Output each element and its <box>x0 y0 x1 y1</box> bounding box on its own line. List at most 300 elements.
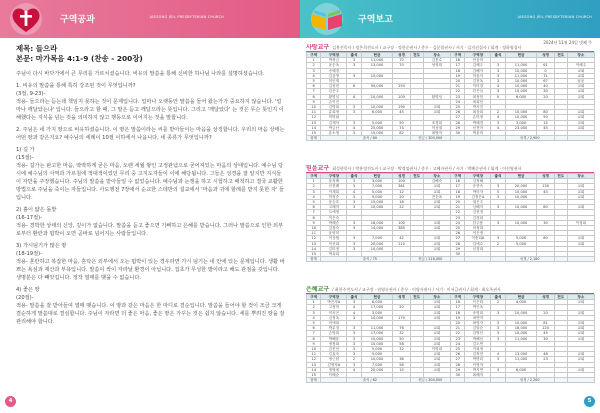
table-cell: 안윤미 <box>465 58 491 63</box>
table-cell: 3 <box>491 236 505 241</box>
right-header <box>300 0 600 38</box>
table-cell: 교회 <box>423 246 450 251</box>
table-cell: 교회 <box>567 336 594 341</box>
column-header: 헌금 <box>361 295 393 300</box>
table-cell: 29 <box>451 246 465 251</box>
table-cell: 교회 <box>567 300 594 305</box>
total-cell <box>465 378 491 383</box>
table-cell: 17,000 <box>361 331 393 336</box>
table-cell: 100 <box>393 220 410 225</box>
table-cell: 17 <box>451 63 465 68</box>
table-cell: 윤영미 <box>321 231 347 236</box>
table-cell: 2 <box>491 300 505 305</box>
table-cell: 13,000 <box>361 63 393 68</box>
table-cell: 이서곤 <box>321 310 347 315</box>
table-cell: 교회 <box>567 205 594 210</box>
column-header: 구역장 <box>321 174 347 179</box>
table-cell: 교회 <box>423 226 450 231</box>
table-cell: 권은주 <box>465 200 491 205</box>
table-cell: 25 <box>451 347 465 352</box>
table-cell: 20 <box>451 79 465 84</box>
table-cell: 박옥희 <box>321 252 347 257</box>
table-cell: 5 <box>307 200 321 205</box>
table-total-row <box>307 257 595 262</box>
table-cell: 심해자 <box>465 205 491 210</box>
table-cell: 이영자 <box>465 362 491 367</box>
table-cell: 3 <box>347 73 361 78</box>
table-cell: 20,000 <box>505 184 537 189</box>
table-cell: 15 <box>393 367 410 372</box>
district-table <box>306 173 595 262</box>
table-cell: 11 <box>307 231 321 236</box>
table-cell: 김도연 <box>465 341 491 346</box>
district-header <box>306 44 594 52</box>
table-cell: 8 <box>307 336 321 341</box>
table-cell: 16,000 <box>361 220 393 225</box>
column-header: 전도 <box>410 295 423 300</box>
table-cell: 교회 <box>423 352 450 357</box>
table-cell: 26 <box>451 231 465 236</box>
table-cell: 24 <box>451 341 465 346</box>
table-cell: 130 <box>537 184 554 189</box>
table-cell: 10,000 <box>505 310 537 315</box>
table-cell: 18 <box>451 189 465 194</box>
table-cell: 윤승호 <box>321 200 347 205</box>
table-cell: 10,000 <box>361 341 393 346</box>
table-cell: 3 <box>491 331 505 336</box>
table-cell: 27 <box>451 236 465 241</box>
table-cell: 2 <box>491 241 505 246</box>
table-cell: 교회 <box>567 352 594 357</box>
table-cell: 58 <box>393 362 410 367</box>
table-cell: 4 <box>347 94 361 99</box>
open-book-icon <box>306 2 348 36</box>
table-cell: 2 <box>307 184 321 189</box>
table-cell: 교회 <box>423 331 450 336</box>
table-cell: 50 <box>393 336 410 341</box>
table-cell: 3 <box>307 189 321 194</box>
table-cell: 3 <box>347 352 361 357</box>
table-cell: 100 <box>393 179 410 184</box>
table-cell: 2 <box>347 357 361 362</box>
table-cell: 10,000 <box>361 73 393 78</box>
table-cell: 15 <box>307 252 321 257</box>
table-cell: 3 <box>491 310 505 315</box>
table-cell: 22 <box>451 210 465 215</box>
table-cell: 4,000 <box>505 300 537 305</box>
table-cell: 박무경 <box>321 326 347 331</box>
table-cell: 48 <box>537 352 554 357</box>
table-cell: 10 <box>307 347 321 352</box>
lesson-paragraph: 3) 가시덤기가 많은 땅 <box>16 243 67 249</box>
column-header: 헌금 <box>361 174 393 179</box>
table-cell: 3 <box>347 194 361 199</box>
table-cell: 10,000 <box>505 115 537 120</box>
total-cell <box>465 136 491 141</box>
table-cell: 김정혜 <box>465 179 491 184</box>
table-cell: 6,000 <box>361 300 393 305</box>
table-cell: 김혜주 <box>465 63 491 68</box>
table-cell: 이선희 <box>321 241 347 246</box>
table-cell: 16 <box>451 58 465 63</box>
district-report <box>306 44 594 141</box>
table-cell: 7 <box>307 331 321 336</box>
table-cell: 28 <box>451 120 465 125</box>
table-cell: 교회 <box>567 89 594 94</box>
table-cell: 3 <box>347 220 361 225</box>
table-cell: 교회 <box>423 341 450 346</box>
table-cell: 이혜주 <box>567 63 594 68</box>
table-cell: 교회 <box>567 236 594 241</box>
table-total-row <box>307 136 595 141</box>
table-cell: 3 <box>347 336 361 341</box>
table-cell: 3 <box>347 205 361 210</box>
table-cell: 교회 <box>423 310 450 315</box>
table-cell: 10,000 <box>505 84 537 89</box>
table-cell: 박금난 <box>321 125 347 130</box>
table-cell: 11,000 <box>361 326 393 331</box>
total-cell <box>491 257 505 262</box>
table-cell: 최혜자 <box>465 373 491 378</box>
total-cell <box>491 378 505 383</box>
column-header: 장소 <box>423 174 450 179</box>
table-cell: 교회 <box>567 73 594 78</box>
table-cell: 6 <box>307 326 321 331</box>
table-cell: 10,000 <box>361 246 393 251</box>
table-cell: 42 <box>393 236 410 241</box>
table-cell: 5,000 <box>505 241 537 246</box>
table-cell: 25 <box>451 226 465 231</box>
district-header <box>306 286 594 294</box>
table-cell: 50,000 <box>361 84 393 89</box>
table-cell: 3 <box>491 68 505 73</box>
lesson-paragraph: 주님이 다시 바닷가에서 큰 무리를 가르치셨습니다. 비유의 말씀을 통해 신비한 하나님 나라를 설명하셨습니다. <box>16 71 265 77</box>
table-cell: 박은자A <box>321 300 347 305</box>
table-cell: 10,000 <box>361 315 393 320</box>
table-cell: 11,000 <box>505 63 537 68</box>
table-cell: 김성현 <box>321 84 347 89</box>
table-cell: 45 <box>537 331 554 336</box>
table-cell: 김재석 <box>321 120 347 125</box>
table-cell: 13 <box>307 362 321 367</box>
table-cell: 10,000 <box>505 321 537 326</box>
table-cell: 최영자 <box>465 321 491 326</box>
table-cell: 황명임 <box>321 94 347 99</box>
lesson-paragraph: (16-17절)- <box>16 215 43 221</box>
column-header: 장소 <box>423 295 450 300</box>
table-cell: 30 <box>451 252 465 257</box>
column-header: 구역 <box>307 53 321 58</box>
table-cell: 이상엽 <box>321 236 347 241</box>
table-cell: 이희정 <box>465 347 491 352</box>
table-cell: 67 <box>537 79 554 84</box>
table-cell: 23,000 <box>505 125 537 130</box>
table-cell: 허정순 <box>321 194 347 199</box>
table-cell: 1 <box>307 179 321 184</box>
table-cell: 교회 <box>567 357 594 362</box>
table-cell: 이상권 <box>423 125 450 130</box>
table-cell: 6,000 <box>505 94 537 99</box>
table-cell: 18 <box>451 68 465 73</box>
table-cell: 박해윤 <box>321 336 347 341</box>
table-cell: 송현숙 <box>465 184 491 189</box>
table-cell: 허명림 <box>321 115 347 120</box>
table-cell: 이은숙 <box>321 215 347 220</box>
total-cell: 성경 / 2,200 <box>505 378 554 383</box>
table-cell: 김미정 <box>321 246 347 251</box>
table-cell: 14 <box>307 246 321 251</box>
table-cell: 박미자 <box>465 189 491 194</box>
table-cell: 3 <box>347 179 361 184</box>
lesson-paragraph: 적용- 들으라는 듣는데 책임지 못하는 것이 문제입니다. 얼마나 오랫동안 말씀을 들어 왔는가가 중요하지 않습니다. '얼마나 깨달았는냐' 입니다. 들으라고 할 때, 그 말은 듣고 깨달으라는 뜻입니다. 그리고 '깨달았다' 는 것은 무슨 뜻인지 이해했다는 지식을 넘는 것을 의미하지 않고 행동으로 이어지는 것을 말합니다. <box>16 99 284 121</box>
table-cell: 교회 <box>423 236 450 241</box>
table-cell: 5,000 <box>361 352 393 357</box>
table-cell: 61 <box>537 63 554 68</box>
table-cell: 11,000 <box>361 58 393 63</box>
table-cell: 김효숙 <box>321 352 347 357</box>
right-page <box>300 0 600 413</box>
table-cell: 40 <box>537 84 554 89</box>
table-cell: 정정회 <box>321 341 347 346</box>
column-header: 출석 <box>347 295 361 300</box>
total-cell <box>554 257 567 262</box>
table-cell: 1 <box>307 58 321 63</box>
table-cell: 3 <box>347 341 361 346</box>
total-cell: 출석 / 75 <box>347 257 393 262</box>
table-cell: 81 <box>537 321 554 326</box>
table-cell: 28 <box>451 362 465 367</box>
table-cell: 11,000 <box>505 73 537 78</box>
column-header: 출석 <box>347 174 361 179</box>
table-cell: 20,000 <box>361 241 393 246</box>
table-cell: 24 <box>451 99 465 104</box>
table-cell: 5,000 <box>361 120 393 125</box>
table-cell: 교회 <box>567 331 594 336</box>
table-cell: 18,000 <box>505 326 537 331</box>
table-cell: 신경희 <box>465 246 491 251</box>
table-cell: 고혜자 <box>321 205 347 210</box>
table-cell: 10,000 <box>505 110 537 115</box>
table-cell: 3 <box>491 336 505 341</box>
table-cell: 80 <box>537 205 554 210</box>
table-cell: 16 <box>451 179 465 184</box>
table-cell: 5,000 <box>505 236 537 241</box>
table-cell: 교회 <box>423 220 450 225</box>
table-cell: 19 <box>451 315 465 320</box>
table-cell: 유희정 <box>321 110 347 115</box>
table-cell: 18 <box>393 200 410 205</box>
column-header: 출석 <box>491 174 505 179</box>
table-cell: 이경희 <box>567 220 594 225</box>
total-cell: 출석 / 82 <box>347 378 393 383</box>
table-cell: 김해자 <box>465 68 491 73</box>
table-cell: 3 <box>347 331 361 336</box>
column-header: 헌금 <box>505 53 537 58</box>
table-cell: 7,000 <box>361 236 393 241</box>
table-cell: 8 <box>307 215 321 220</box>
table-cell: 김해숙 <box>423 179 450 184</box>
table-cell: 50 <box>537 115 554 120</box>
table-cell: 손영희 <box>321 331 347 336</box>
total-cell: 헌금 / 216,000 <box>410 257 450 262</box>
table-cell: 5 <box>307 79 321 84</box>
table-cell: 3 <box>307 310 321 315</box>
left-header-subtitle: JAESONG JEIL PRESBYTERIAN CHURCH <box>149 15 224 19</box>
table-cell: 4 <box>347 125 361 130</box>
table-cell: 12 <box>307 236 321 241</box>
table-cell: 32 <box>393 347 410 352</box>
total-cell <box>451 257 465 262</box>
column-header: 구역 <box>307 295 321 300</box>
lesson-paragraph: (20절)- <box>16 295 34 301</box>
table-cell: 신현례 <box>321 184 347 189</box>
table-cell: 3 <box>347 326 361 331</box>
table-cell: 9 <box>307 341 321 346</box>
table-cell: 박혜경 <box>465 120 491 125</box>
table-cell: 27 <box>451 115 465 120</box>
table-cell: 김진선 <box>321 347 347 352</box>
table-cell: 김현옥 <box>465 79 491 84</box>
table-cell: 5 <box>307 321 321 326</box>
table-cell: 19 <box>451 194 465 199</box>
table-cell: 3 <box>307 68 321 73</box>
table-cell: 황명임 <box>423 94 450 99</box>
table-cell: 교회 <box>423 184 450 189</box>
table-cell: 교회 <box>423 200 450 205</box>
table-cell: 120 <box>537 326 554 331</box>
table-cell: 5,000 <box>361 347 393 352</box>
table-cell: 25 <box>451 105 465 110</box>
table-cell: 10,000 <box>505 89 537 94</box>
table-cell: 15 <box>537 120 554 125</box>
table-cell: 4 <box>491 115 505 120</box>
table-cell: 3 <box>491 73 505 78</box>
total-cell <box>321 378 347 383</box>
column-header: 구역 <box>451 53 465 58</box>
table-cell: 교회 <box>423 241 450 246</box>
table-cell: 6,000 <box>505 367 537 372</box>
table-cell: 2 <box>307 305 321 310</box>
table-cell: 송혜경 <box>321 68 347 73</box>
table-cell: 20 <box>537 94 554 99</box>
table-cell: 7 <box>307 89 321 94</box>
table-cell: 윤정례 <box>321 179 347 184</box>
table-cell: 3 <box>347 184 361 189</box>
table-cell: 5 <box>491 189 505 194</box>
table-cell: 조경희 <box>423 120 450 125</box>
column-header: 출석 <box>491 295 505 300</box>
total-cell <box>321 136 347 141</box>
table-cell: 3 <box>491 326 505 331</box>
table-cell: 110 <box>393 241 410 246</box>
left-header <box>0 0 300 38</box>
table-cell: 3 <box>347 315 361 320</box>
table-cell: 26 <box>451 352 465 357</box>
table-cell: 19 <box>451 73 465 78</box>
total-cell <box>393 378 410 383</box>
column-header: 성경 <box>537 53 554 58</box>
district-name: 사랑교구 <box>306 44 330 51</box>
table-cell: 3,000 <box>505 120 537 125</box>
total-cell: 성경 / 2,180 <box>505 257 554 262</box>
table-cell: 16 <box>451 300 465 305</box>
column-header: 전도 <box>554 174 567 179</box>
table-cell: 22 <box>451 89 465 94</box>
table-cell: 허윤자 <box>465 73 491 78</box>
table-cell: 교회 <box>567 94 594 99</box>
column-header: 구역장 <box>321 295 347 300</box>
table-cell: 김창숙 <box>321 226 347 231</box>
table-cell: 4 <box>307 73 321 78</box>
heart-cross-icon <box>6 2 46 36</box>
table-cell: 교회 <box>567 184 594 189</box>
table-cell: 29 <box>451 125 465 130</box>
table-cell: 50 <box>393 120 410 125</box>
table-cell: 정영애 <box>321 367 347 372</box>
table-cell: 70 <box>393 58 410 63</box>
table-cell: 8 <box>307 94 321 99</box>
table-cell: 3 <box>491 79 505 84</box>
table-cell: 14,000 <box>361 226 393 231</box>
table-cell: 11,000 <box>505 336 537 341</box>
table-cell: 김정옥 <box>321 315 347 320</box>
total-cell <box>451 378 465 383</box>
table-cell: 3 <box>491 63 505 68</box>
column-header: 구역 <box>451 295 465 300</box>
table-cell: 3 <box>491 184 505 189</box>
table-cell: 최정현 <box>465 94 491 99</box>
table-cell: 3 <box>491 120 505 125</box>
table-cell: 71 <box>537 73 554 78</box>
table-cell: 교회 <box>423 367 450 372</box>
total-cell: 출석 / 80 <box>347 136 393 141</box>
lesson-body <box>16 44 286 326</box>
total-cell <box>321 257 347 262</box>
table-cell: 15,000 <box>361 131 393 136</box>
table-cell: 20 <box>451 321 465 326</box>
table-cell: 21 <box>451 205 465 210</box>
table-cell: 15,000 <box>361 200 393 205</box>
table-cell: 3 <box>491 357 505 362</box>
table-cell: 교회 <box>567 84 594 89</box>
table-cell: 10,000 <box>505 194 537 199</box>
table-cell: 32 <box>393 331 410 336</box>
column-header: 전도 <box>410 53 423 58</box>
total-cell <box>465 257 491 262</box>
table-cell: 신진아 <box>465 125 491 130</box>
table-cell: 100 <box>393 94 410 99</box>
table-cell: 22 <box>393 205 410 210</box>
table-cell: 11 <box>307 110 321 115</box>
table-cell: 30 <box>537 89 554 94</box>
table-cell: 190 <box>393 105 410 110</box>
table-cell: 10,000 <box>361 205 393 210</box>
table-cell: 10,000 <box>505 189 537 194</box>
table-cell: 최희선 <box>465 99 491 104</box>
lesson-paragraph: 적용- 경박한 상태의 신앙, 깊이가 없습니다. 말씀을 듣고 좋으면 기뻐하고 은혜를 받습니다. 그러나 말씀으로 인한 외부로부터 환란과 핍박이 오면 곧바로 넘어지는 사람들입니다. <box>16 223 284 237</box>
table-cell: 76 <box>393 326 410 331</box>
total-cell <box>567 136 594 141</box>
table-cell: 김봉수 <box>423 58 450 63</box>
table-cell: 70 <box>393 63 410 68</box>
table-cell: 24 <box>451 220 465 225</box>
table-cell: 20,000 <box>361 367 393 372</box>
table-cell: 교회 <box>423 336 450 341</box>
table-cell: 박혜순 <box>321 220 347 225</box>
table-cell: 80 <box>537 110 554 115</box>
table-cell: 12 <box>393 189 410 194</box>
column-header: 성경 <box>537 295 554 300</box>
